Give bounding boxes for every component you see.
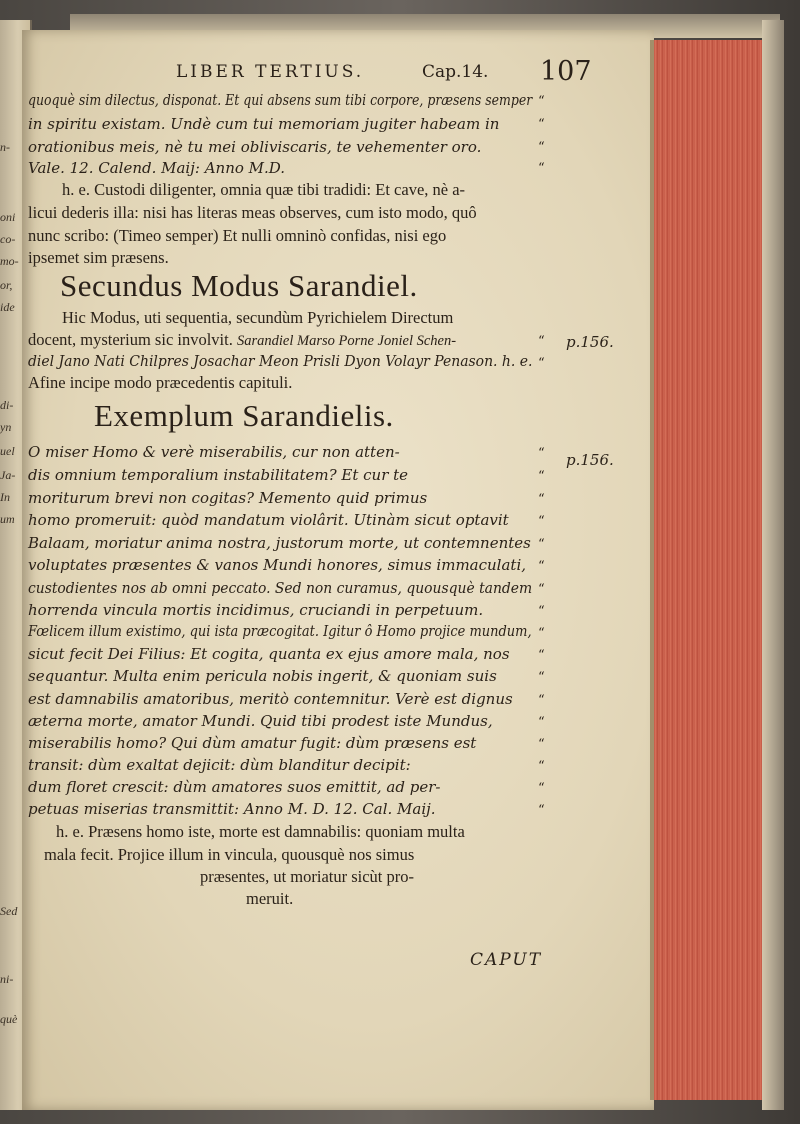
left-fragment: Ja- — [0, 468, 16, 482]
left-fragment: uel — [0, 444, 15, 458]
folio-number: 107 — [540, 56, 592, 87]
text-line: h. e. Custodi diligenter, omnia quæ tibi tradidi: Et cave, nè a- — [62, 180, 466, 199]
text-line: Vale. 12. Calend. Maij: Anno M.D. — [28, 159, 286, 177]
quote-mark: “ — [538, 94, 545, 109]
text-line: dis omnium temporalium instabilitatem? Et cur te — [28, 466, 409, 484]
section-heading: Secundus Modus Sarandiel. — [60, 268, 418, 303]
left-fragment: or, — [0, 278, 13, 292]
text-line: æterna morte, amator Mundi. Quid tibi prodest iste Mundus, — [28, 712, 493, 730]
quote-mark: “ — [538, 693, 545, 708]
quote-mark: “ — [538, 626, 545, 641]
left-fragment: co- — [0, 232, 16, 246]
text-line: petuas miserias transmittit: Anno M. D. 12. Cal. Maij. — [28, 800, 436, 818]
text-line: custodientes nos ab omni peccato. Sed non curamus, quousquè tandem — [28, 579, 533, 597]
quote-mark: “ — [538, 737, 545, 752]
text-line — [28, 330, 456, 351]
left-fragment: In — [0, 490, 10, 504]
left-fragment: um — [0, 512, 15, 526]
running-title: LIBER TERTIUS. — [176, 62, 365, 82]
left-fragment: mo- — [0, 254, 19, 268]
quote-mark: “ — [538, 492, 545, 507]
text-italic: Sarandiel Marso Porne Joniel Schen- — [236, 333, 457, 349]
catchword: CAPUT — [470, 950, 543, 970]
text-line: licui dederis illa: nisi has literas meas observes, cum isto modo, quô — [28, 203, 477, 222]
quote-mark: “ — [538, 604, 545, 619]
left-fragment: Sed — [0, 904, 18, 918]
text-line: transit: dùm exaltat dejicit: dùm blanditur decipit: — [28, 756, 411, 774]
text-line: est damnabilis amatoribus, meritò contemnitur. Verè est dignus — [28, 690, 513, 708]
text-line: Hic Modus, uti sequentia, secundùm Pyrichielem Directum — [62, 308, 454, 327]
quote-mark: “ — [538, 117, 545, 132]
text-line: h. e. Præsens homo iste, morte est damnabilis: quoniam multa — [56, 822, 465, 841]
quote-mark: “ — [538, 559, 545, 574]
left-fragment: ide — [0, 300, 15, 314]
text-line: homo promeruit: quòd mandatum violârit. Utinàm sicut optavit — [28, 511, 509, 529]
text-line: voluptates præsentes & vanos Mundi honores, simus immaculati, — [28, 556, 527, 574]
text-line: Afine incipe modo præcedentis capituli. — [28, 373, 293, 392]
text-line: nunc scribo: (Timeo semper) Et nulli omninò confidas, nisi ego — [28, 226, 447, 245]
left-fragment: ni- — [0, 972, 14, 986]
margin-note: p.156. — [566, 451, 614, 469]
left-fragment: oni — [0, 210, 16, 224]
quote-mark: “ — [538, 140, 545, 155]
text-line: meruit. — [246, 889, 294, 908]
text-line: dum floret crescit: dùm amatores suos emittit, ad per- — [28, 778, 441, 796]
text-line: moriturum brevi non cogitas? Memento quid primus — [28, 489, 428, 507]
left-fragment: què — [0, 1012, 18, 1026]
left-fragment: di- — [0, 398, 14, 412]
quote-mark: “ — [538, 514, 545, 529]
text-line: miserabilis homo? Qui dùm amatur fugit: dùm præsens est — [28, 734, 477, 752]
left-fragment: n- — [0, 140, 10, 154]
quote-mark: “ — [538, 715, 545, 730]
section-heading: Exemplum Sarandielis. — [94, 398, 394, 433]
quote-mark: “ — [538, 670, 545, 685]
quote-mark: “ — [538, 781, 545, 796]
running-header — [176, 56, 596, 87]
text-line: ipsemet sim præsens. — [28, 248, 169, 267]
text-roman: docent, mysterium sic involvit. — [28, 330, 237, 349]
chapter-label: Cap.14. — [422, 62, 489, 82]
margin-note: p.156. — [566, 333, 614, 351]
quote-mark: “ — [538, 446, 545, 461]
quote-mark: “ — [538, 648, 545, 663]
text-line: O miser Homo & verè miserabilis, cur non atten- — [28, 443, 400, 461]
book-right-edge — [762, 20, 784, 1110]
text-line: sequantur. Multa enim pericula nobis ingerit, & quoniam suis — [28, 667, 497, 685]
quote-mark: “ — [538, 469, 545, 484]
quote-mark: “ — [538, 759, 545, 774]
text-line: sicut fecit Dei Filius: Et cogita, quanta ex ejus amore mala, nos — [28, 645, 510, 663]
text-line: diel Jano Nati Chilpres Josachar Meon Prisli Dyon Volayr Penason. h. e. — [28, 354, 533, 370]
text-line: in spiritu existam. Undè cum tui memoriam jugiter habeam in — [28, 115, 500, 133]
text-line: orationibus meis, nè tu mei obliviscaris, te vehementer oro. — [28, 138, 482, 156]
text-line: Fœlicem illum existimo, qui ista præcogitat. Igitur ô Homo projice mundum, — [28, 624, 532, 640]
text-line: horrenda vincula mortis incidimus, cruciandi in perpetuum. — [28, 601, 484, 619]
quote-mark: “ — [538, 803, 545, 818]
quote-mark: “ — [538, 161, 545, 176]
text-line: præsentes, ut moriatur sicùt pro- — [200, 867, 415, 886]
text-line: mala fecit. Projice illum in vincula, quousquè nos simus — [44, 845, 415, 864]
quote-mark: “ — [538, 582, 545, 597]
quote-mark: “ — [538, 334, 545, 349]
red-page-edges — [650, 40, 766, 1100]
quote-mark: “ — [538, 537, 545, 552]
text-line: Balaam, moriatur anima nostra, justorum morte, ut contemnentes — [28, 534, 531, 552]
text-line: quoquè sim dilectus, disponat. Et qui absens sum tibi corpore, præsens semper — [28, 91, 533, 109]
left-fragment: yn — [0, 420, 12, 434]
quote-mark: “ — [538, 356, 545, 371]
